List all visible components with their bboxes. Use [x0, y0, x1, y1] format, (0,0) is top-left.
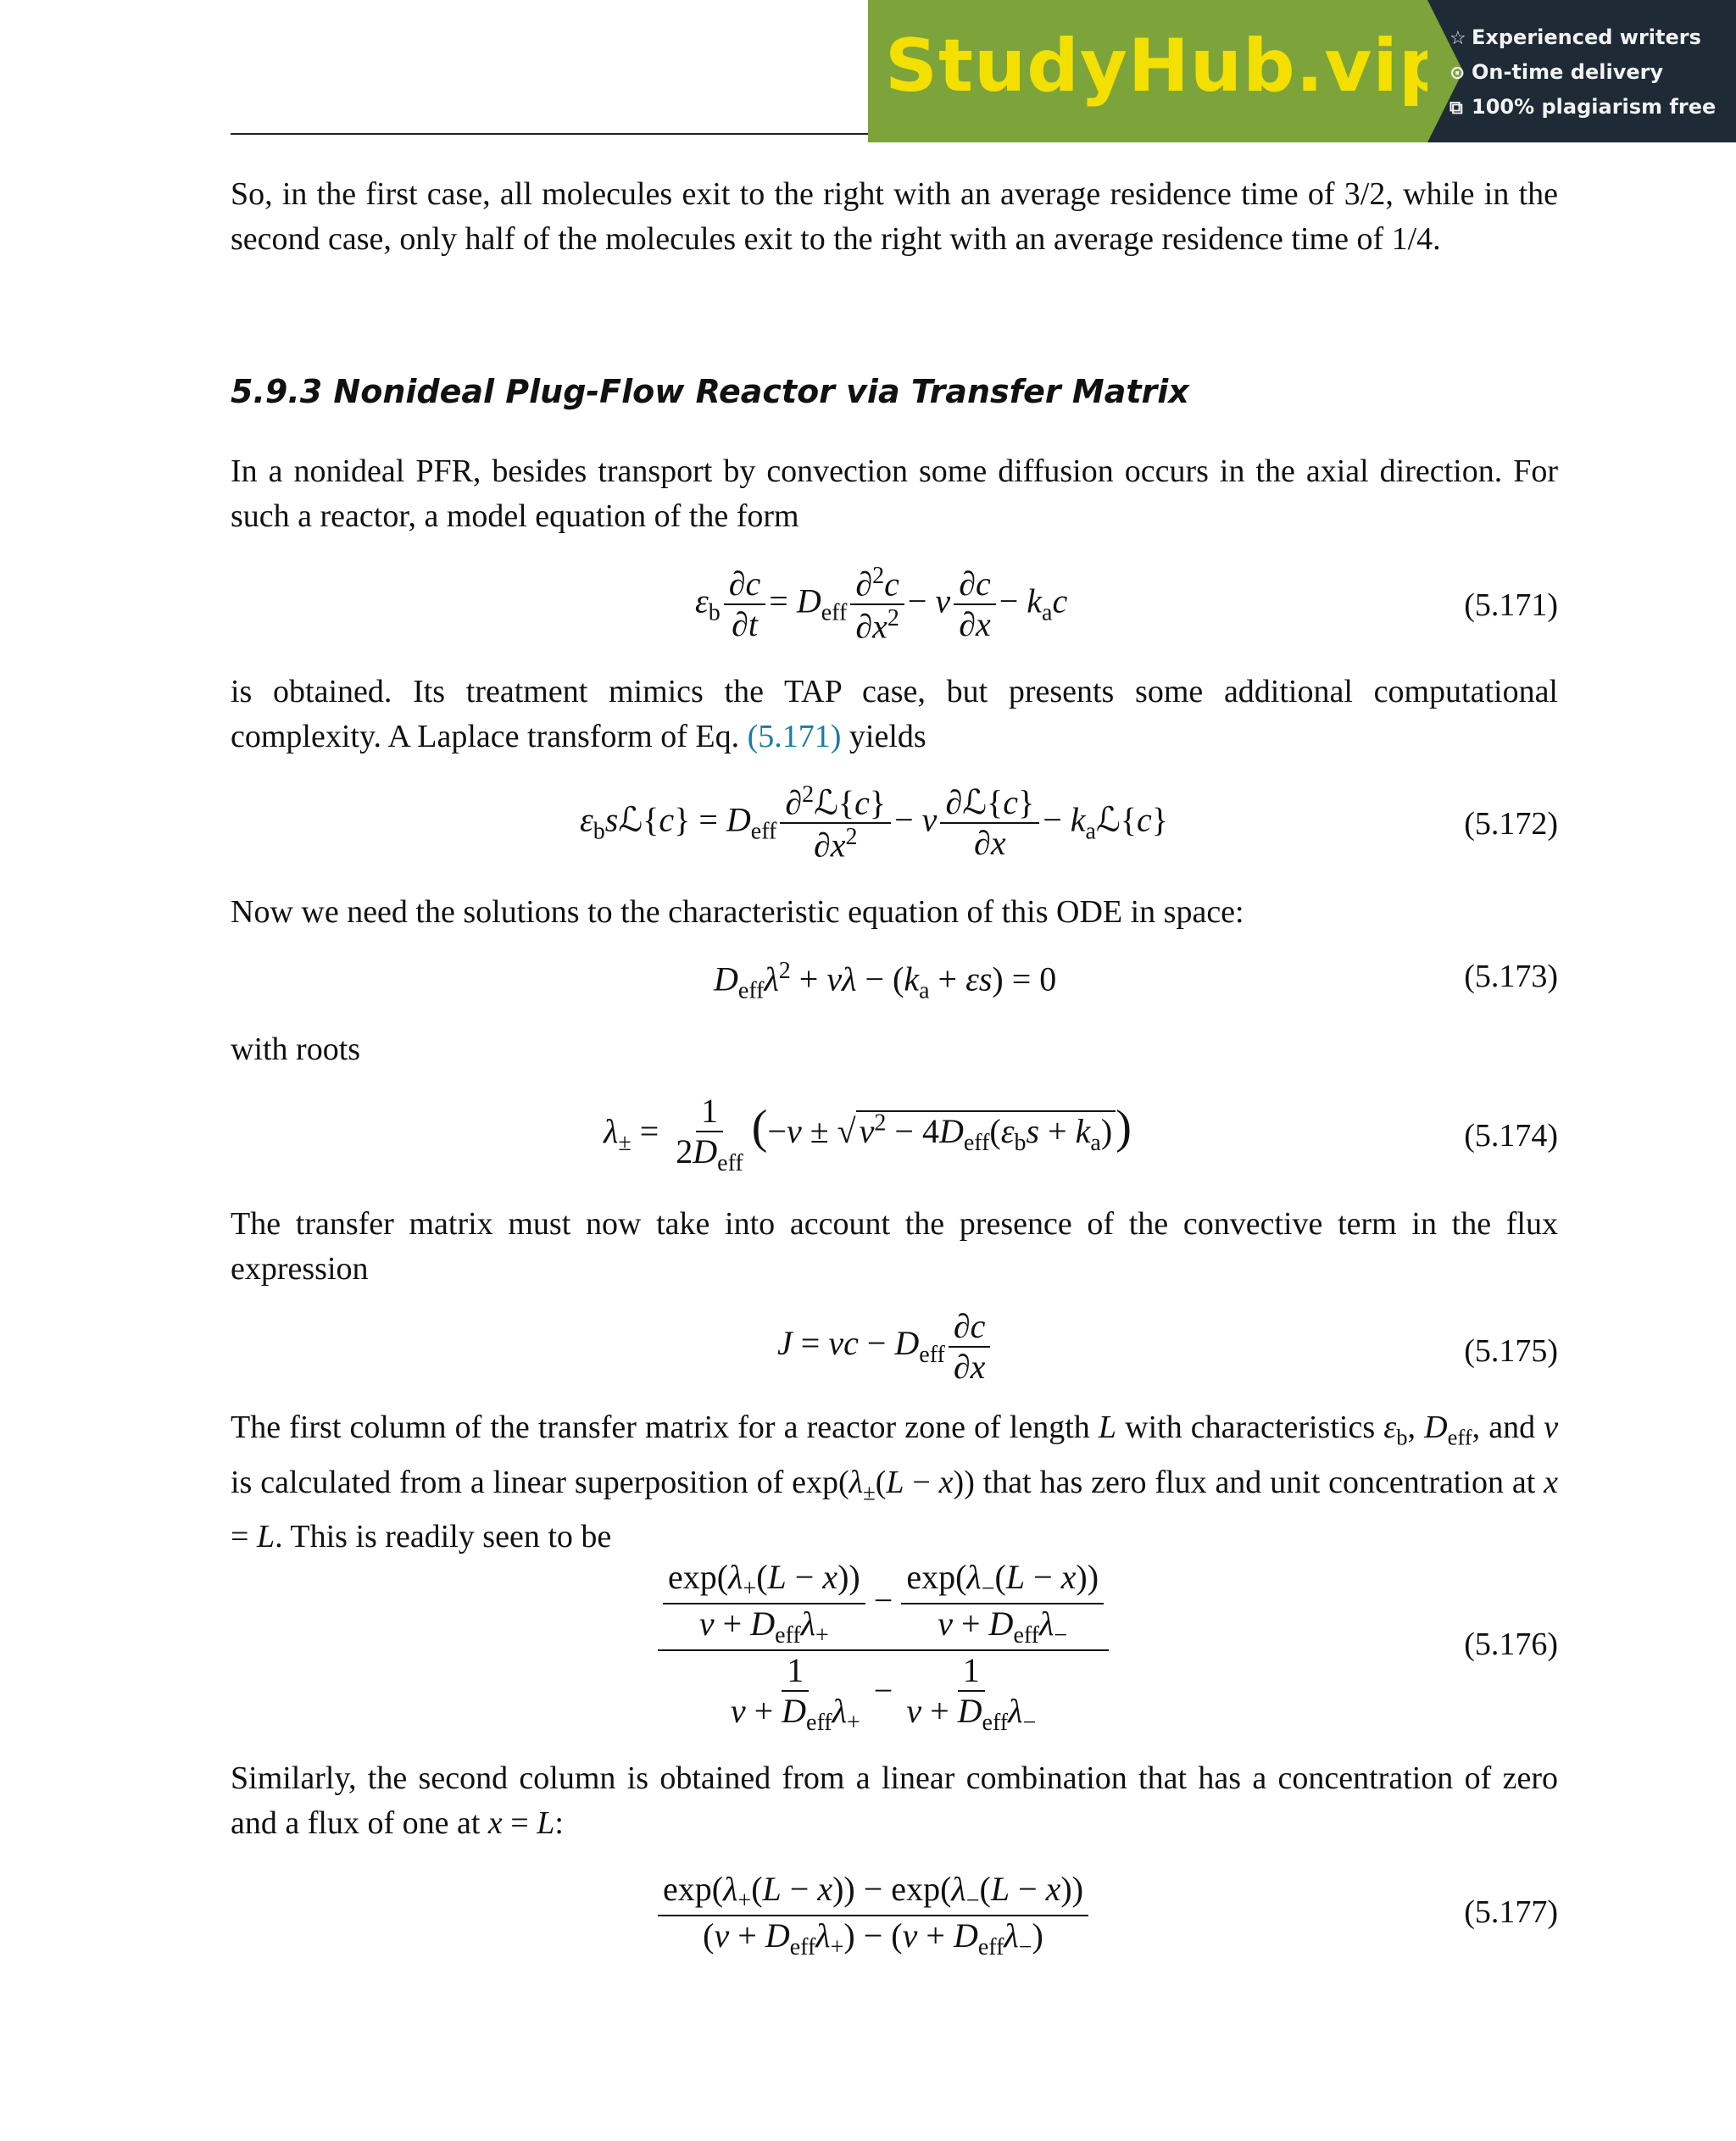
feature-item: ☆ Experienced writers — [1449, 20, 1729, 55]
paragraph-first-column: The first column of the transfer matrix for a reactor zone of length L with characteristics $\varepsilon_b$, $D_{eff}$, and v is calculated from a linear superposition of $\exp(\lambda_\pm(L - x))$ that has zero flux and unit concentration at x = L. This is readily seen to be — [231, 1410, 1559, 1555]
equation-body: $\frac{\exp(\lambda_+(L - x)) - \exp(\lambda_-(L - x))}{(v + D_{eff}\lambda_+) - (v + D_{eff}\lambda_-)}$ — [654, 1870, 1092, 1961]
paragraph-model-equation: In a nonideal PFR, besides transport by convection some diffusion occurs in the axial direction. For such a reactor, a model equation of the form — [231, 453, 1558, 534]
equation-5-174 — [231, 1092, 1558, 1185]
logo-panel — [868, 0, 1452, 142]
feature-list — [1449, 20, 1729, 125]
header-rule — [231, 133, 868, 135]
equation-number: (5.172) — [1464, 806, 1558, 842]
copy-icon: ⧉ — [1449, 97, 1463, 119]
paragraph-flux: The transfer matrix must now take into account the presence of the convective term in the flux expression — [231, 1206, 1558, 1287]
equation-5-175 — [231, 1307, 1558, 1400]
feature-item: ⧉ 100% plagiarism free — [1449, 90, 1729, 125]
equation-number: (5.171) — [1464, 587, 1558, 623]
studyhub-logo[interactable]: StudyHub.vip — [885, 24, 1452, 108]
equation-body: $D_{eff}\lambda^2 + v\lambda - (k_a + \varepsilon s) = 0$ — [714, 958, 1057, 1004]
paragraph-roots: with roots — [231, 1032, 361, 1067]
ad-banner[interactable] — [868, 0, 1736, 142]
equation-body: J = vc − $D_{eff}$ $\frac{\partial c}{\partial x}$ — [777, 1307, 993, 1387]
equation-number: (5.177) — [1464, 1894, 1558, 1930]
equation-5-172 — [231, 781, 1558, 875]
section-heading: 5.9.3 Nonideal Plug-Flow Reactor via Transfer Matrix — [231, 373, 1189, 410]
equation-number: (5.174) — [1464, 1118, 1558, 1154]
feature-item: ⊙ On-time delivery — [1449, 55, 1729, 90]
equation-reference-link[interactable]: (5.171) — [747, 719, 842, 754]
equation-number: (5.175) — [1464, 1333, 1558, 1369]
paragraph-laplace: is obtained. Its treatment mimics the TAP case, but presents some additional computational complexity. A Laplace transform of Eq. (5.171) yields — [231, 674, 1558, 754]
paragraph-second-column: Similarly, the second column is obtained from a linear combination that has a concentration of zero and a flux of one at x = L: — [231, 1760, 1558, 1841]
equation-5-173 — [231, 958, 1558, 1009]
equation-number: (5.173) — [1464, 959, 1558, 994]
equation-number: (5.176) — [1464, 1627, 1558, 1662]
paragraph-characteristic: Now we need the solutions to the characteristic equation of this ODE in space: — [231, 894, 1244, 930]
equation-body: $\frac{\exp(\lambda_+(L - x))}{v + D_{eff}\lambda_+}$ − $\frac{\exp(\lambda_-(L - x))}{v + D_{eff}\lambda_-}$ $\frac{1}{v + D_{eff}\lambda_+}$ − $\frac{1}{v + D_{eff}\lambda_-}$ — [654, 1558, 1112, 1738]
equation-body: $\varepsilon_b$ $\frac{\partial c}{\partial t}$ = $D_{eff}$ $\frac{\partial^2c}{\partial x^2}$ − v $\frac{\partial c}{\partial x}$ − $k_ac$ — [695, 563, 1068, 646]
equation-body: $\lambda_\pm$ = $\frac{1}{2D_{eff}}$ (−v ± √ $v^2 - 4D_{eff}(\varepsilon_bs + k_a)$) — [604, 1092, 1132, 1176]
equation-5-177 — [231, 1870, 1558, 1963]
equation-5-171 — [231, 563, 1558, 656]
clock-icon: ⊙ — [1449, 63, 1466, 84]
equation-body: $\varepsilon_bsℒ\{c\} = D_{eff}$ $\frac{\partial^2ℒ\{c\}}{\partial x^2}$ − v $\frac{\text{∂ℒ\{c\}}}{\partial x}$ − $k_aℒ\{c\}$ — [580, 781, 1168, 865]
intro-paragraph: So, in the first case, all molecules exit to the right with an average residence time of 3/2, while in the second case, only half of the molecules exit to the right with an average residence time of 1/4. — [231, 176, 1558, 257]
star-icon: ☆ — [1449, 28, 1466, 49]
equation-5-176 — [231, 1558, 1558, 1736]
